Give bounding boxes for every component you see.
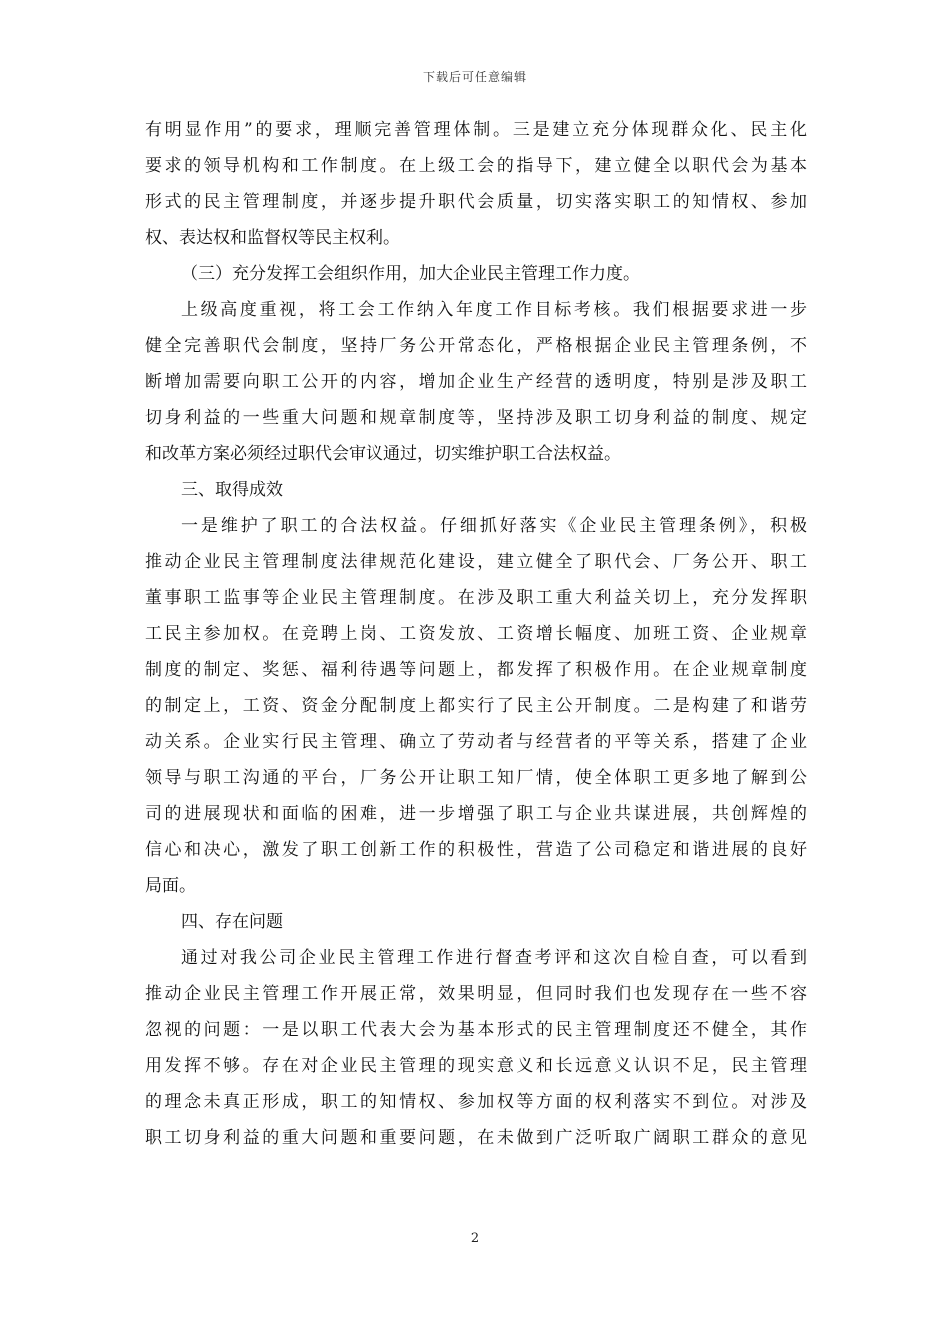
text-line: 健全完善职代会制度，坚持厂务公开常态化，严格根据企业民主管理条例，不 (145, 336, 807, 356)
text-line: 推动企业民主管理制度法律规范化建设，建立健全了职代会、厂务公开、职工 (145, 552, 807, 572)
text-line: 职工切身利益的重大问题和重要问题，在未做到广泛听取广阔职工群众的意见 (145, 1128, 807, 1148)
text-line: 忽视的问题：一是以职工代表大会为基本形式的民主管理制度还不健全，其作 (145, 1020, 807, 1040)
text-line: 要求的领导机构和工作制度。在上级工会的指导下，建立健全以职代会为基本 (145, 156, 807, 176)
section-heading: 四、存在问题 (181, 912, 283, 932)
text-line: 上级高度重视，将工会工作纳入年度工作目标考核。我们根据要求进一步 (181, 300, 807, 320)
page-number: 2 (470, 1231, 480, 1246)
text-line: 推动企业民主管理工作开展正常，效果明显，但同时我们也发现存在一些不容 (145, 984, 807, 1004)
text-line: 有明显作用”的要求，理顺完善管理体制。三是建立充分体现群众化、民主化 (145, 120, 807, 140)
text-line: 董事职工监事等企业民主管理制度。在涉及职工重大利益关切上，充分发挥职 (145, 588, 807, 608)
text-line: 用发挥不够。存在对企业民主管理的现实意义和长远意义认识不足，民主管理 (145, 1056, 807, 1076)
text-line: 断增加需要向职工公开的内容，增加企业生产经营的透明度，特别是涉及职工 (145, 372, 807, 392)
text-line: 的理念未真正形成，职工的知情权、参加权等方面的权利落实不到位。对涉及 (145, 1092, 807, 1112)
text-line: 制度的制定、奖惩、福利待遇等问题上，都发挥了积极作用。在企业规章制度 (145, 660, 807, 680)
text-line: 通过对我公司企业民主管理工作进行督查考评和这次自检自查，可以看到 (181, 948, 807, 968)
text-line: 司的进展现状和面临的困难，进一步增强了职工与企业共谋进展，共创辉煌的 (145, 804, 807, 824)
text-line: 切身利益的一些重大问题和规章制度等，坚持涉及职工切身利益的制度、规定 (145, 408, 807, 428)
text-line: 的制定上，工资、资金分配制度上都实行了民主公开制度。二是构建了和谐劳 (145, 696, 807, 716)
text-line: 信心和决心，激发了职工创新工作的积极性，营造了公司稳定和谐进展的良好 (145, 840, 807, 860)
text-line: 一是维护了职工的合法权益。仔细抓好落实《企业民主管理条例》，积极 (181, 516, 807, 536)
text-line: 动关系。企业实行民主管理、确立了劳动者与经营者的平等关系，搭建了企业 (145, 732, 807, 752)
text-line: 领导与职工沟通的平台，厂务公开让职工知厂情，使全体职工更多地了解到公 (145, 768, 807, 788)
text-line: 工民主参加权。在竞聘上岗、工资发放、工资增长幅度、加班工资、企业规章 (145, 624, 807, 644)
subsection-heading: （三）充分发挥工会组织作用，加大企业民主管理工作力度。 (181, 264, 640, 284)
text-line: 权、表达权和监督权等民主权利。 (145, 228, 400, 248)
section-heading: 三、取得成效 (181, 480, 283, 500)
text-line: 和改革方案必须经过职代会审议通过，切实维护职工合法权益。 (145, 444, 621, 464)
page-header-note: 下载后可任意编辑 (422, 70, 527, 84)
document-body (145, 112, 807, 1212)
text-line: 形式的民主管理制度，并逐步提升职代会质量，切实落实职工的知情权、参加 (145, 192, 807, 212)
text-line: 局面。 (145, 876, 196, 896)
